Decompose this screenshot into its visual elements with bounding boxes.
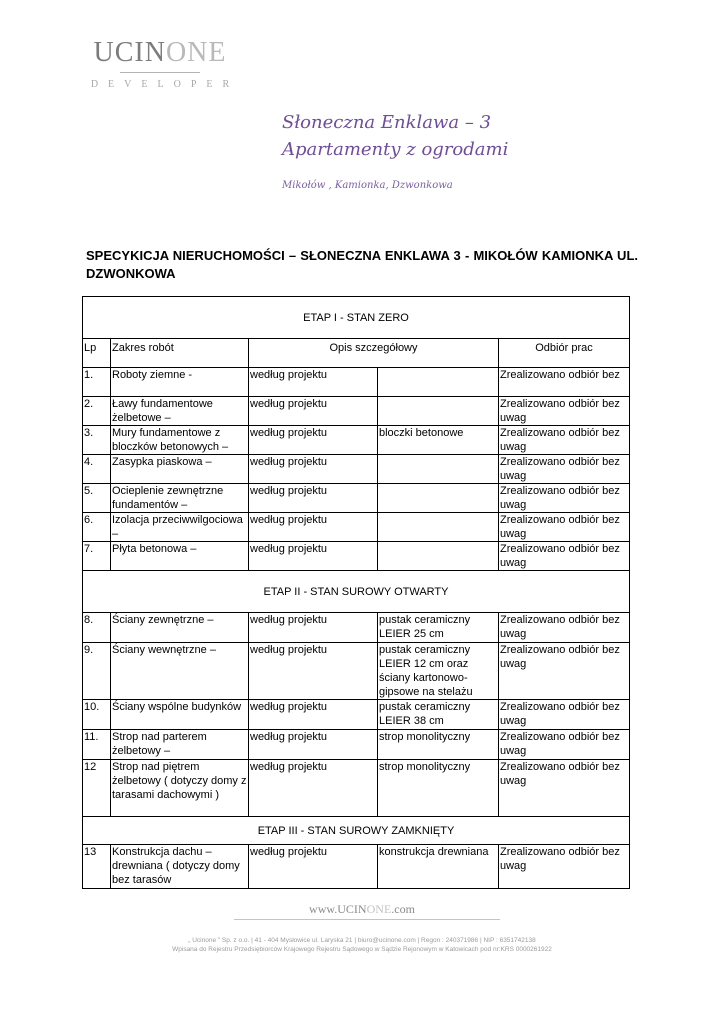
table-row [83, 760, 630, 817]
cell-scope: Strop nad piętrem żelbetowy ( dotyczy domy z tarasami dachowymi ) [111, 760, 249, 817]
header-lp: Lp [83, 339, 111, 368]
cell-extra [378, 542, 499, 571]
cell-detail: według projektu [249, 845, 378, 889]
table-row [83, 700, 630, 730]
project-tagline: Apartamenty z ogrodami [282, 139, 509, 160]
table-row [83, 484, 630, 513]
cell-scope: Zasypka piaskowa – [111, 455, 249, 484]
cell-extra: pustak ceramiczny LEIER 38 cm [378, 700, 499, 730]
document-title: SPECYKICJA NIERUCHOMOŚCI – SŁONECZNA ENKLAWA 3 - MIKOŁÓW KAMIONKA UL. DZWONKOWA [86, 248, 638, 281]
cell-lp: 10. [83, 700, 111, 730]
cell-scope: Mury fundamentowe z bloczków betonowych – [111, 426, 249, 455]
stage-title: ETAP I - STAN ZERO [83, 297, 630, 339]
cell-lp: 9. [83, 643, 111, 700]
website-part3: .com [391, 902, 415, 916]
table-row [83, 845, 630, 889]
cell-status: Zrealizowano odbiór bez [499, 368, 630, 397]
cell-extra [378, 397, 499, 426]
cell-status: Zrealizowano odbiór bez uwag [499, 397, 630, 426]
logo-subtitle: DEVELOPER [90, 79, 240, 90]
logo-wordmark [60, 38, 260, 68]
cell-lp: 7. [83, 542, 111, 571]
table-row [83, 643, 630, 700]
website-part1: www.UCIN [309, 902, 367, 916]
cell-scope: Izolacja przeciwwilgociowa – [111, 513, 249, 542]
table-row [83, 513, 630, 542]
cell-detail: według projektu [249, 426, 378, 455]
cell-status: Zrealizowano odbiór bez uwag [499, 542, 630, 571]
cell-status: Zrealizowano odbiór bez uwag [499, 613, 630, 643]
cell-lp: 12 [83, 760, 111, 817]
cell-extra: strop monolityczny [378, 760, 499, 817]
cell-status: Zrealizowano odbiór bez uwag [499, 700, 630, 730]
cell-scope: Ściany wewnętrzne – [111, 643, 249, 700]
cell-scope: Ławy fundamentowe żelbetowe – [111, 397, 249, 426]
cell-scope: Strop nad parterem żelbetowy – [111, 730, 249, 760]
cell-detail: według projektu [249, 643, 378, 700]
cell-status: Zrealizowano odbiór bez uwag [499, 484, 630, 513]
cell-detail: według projektu [249, 613, 378, 643]
stage-title: ETAP III - STAN SUROWY ZAMKNIĘTY [83, 817, 630, 845]
header-acceptance: Odbiór prac [499, 339, 630, 368]
cell-status: Zrealizowano odbiór bez uwag [499, 845, 630, 889]
cell-lp: 13 [83, 845, 111, 889]
cell-detail: według projektu [249, 513, 378, 542]
table-row [83, 730, 630, 760]
cell-extra: strop monolityczny [378, 730, 499, 760]
cell-extra: konstrukcja drewniana [378, 845, 499, 889]
project-name: Słoneczna Enklawa – 3 [282, 112, 492, 133]
cell-lp: 4. [83, 455, 111, 484]
table-row [83, 368, 630, 397]
cell-detail: według projektu [249, 730, 378, 760]
company-info [0, 936, 724, 954]
cell-detail: według projektu [249, 455, 378, 484]
cell-detail: według projektu [249, 397, 378, 426]
cell-extra [378, 455, 499, 484]
logo-part1: UCIN [93, 37, 166, 68]
cell-status: Zrealizowano odbiór bez uwag [499, 513, 630, 542]
website-link[interactable] [0, 902, 724, 917]
project-location: Mikołów , Kamionka, Dzwonkowa [282, 180, 453, 191]
stage-title: ETAP II - STAN SUROWY OTWARTY [83, 571, 630, 613]
cell-scope: Ściany wspólne budynków [111, 700, 249, 730]
website-part2: ONE [366, 902, 392, 916]
cell-detail: według projektu [249, 368, 378, 397]
logo-part2: ONE [165, 37, 227, 68]
cell-extra [378, 484, 499, 513]
company-address: „ Ucinone ” Sp. z o.o. | 41 - 404 Mysłowice ul. Laryska 21 | biuro@ucinone.com | Regon : 240371986 | NIP : 6351742138 [188, 937, 536, 944]
cell-extra [378, 368, 499, 397]
header-details: Opis szczegółowy [249, 339, 499, 368]
cell-lp: 6. [83, 513, 111, 542]
cell-lp: 1. [83, 368, 111, 397]
cell-scope: Płyta betonowa – [111, 542, 249, 571]
cell-detail: według projektu [249, 700, 378, 730]
cell-detail: według projektu [249, 484, 378, 513]
cell-extra [378, 513, 499, 542]
cell-status: Zrealizowano odbiór bez uwag [499, 455, 630, 484]
company-registration: Wpisana do Rejestru Przedsiębiorców Krajowego Rejestru Sądowego w Sądzie Rejonowym w Katowicach pod nr:KRS 0000261922 [172, 946, 552, 953]
cell-lp: 2. [83, 397, 111, 426]
table-row [83, 455, 630, 484]
cell-lp: 8. [83, 613, 111, 643]
cell-detail: według projektu [249, 760, 378, 817]
cell-extra: pustak ceramiczny LEIER 25 cm [378, 613, 499, 643]
cell-detail: według projektu [249, 542, 378, 571]
table-row [83, 426, 630, 455]
cell-status: Zrealizowano odbiór bez uwag [499, 643, 630, 700]
cell-scope: Ocieplenie zewnętrzne fundamentów – [111, 484, 249, 513]
stage-row [83, 297, 630, 339]
table-row [83, 613, 630, 643]
cell-status: Zrealizowano odbiór bez uwag [499, 426, 630, 455]
cell-extra: pustak ceramiczny LEIER 12 cm oraz ściany kartonowo-gipsowe na stelażu [378, 643, 499, 700]
cell-scope: Roboty ziemne - [111, 368, 249, 397]
logo-divider [120, 72, 200, 73]
cell-scope: Konstrukcja dachu – drewniana ( dotyczy domy bez tarasów [111, 845, 249, 889]
cell-scope: Ściany zewnętrzne – [111, 613, 249, 643]
footer-divider [234, 919, 500, 920]
header-scope: Zakres robót [111, 339, 249, 368]
cell-lp: 11. [83, 730, 111, 760]
cell-status: Zrealizowano odbiór bez uwag [499, 730, 630, 760]
company-logo [60, 38, 260, 90]
stage-row [83, 571, 630, 613]
cell-extra: bloczki betonowe [378, 426, 499, 455]
specification-table [82, 296, 630, 889]
cell-lp: 3. [83, 426, 111, 455]
cell-status: Zrealizowano odbiór bez uwag [499, 760, 630, 817]
stage-row [83, 817, 630, 845]
cell-lp: 5. [83, 484, 111, 513]
header-row [83, 339, 630, 368]
table-row [83, 397, 630, 426]
table-row [83, 542, 630, 571]
